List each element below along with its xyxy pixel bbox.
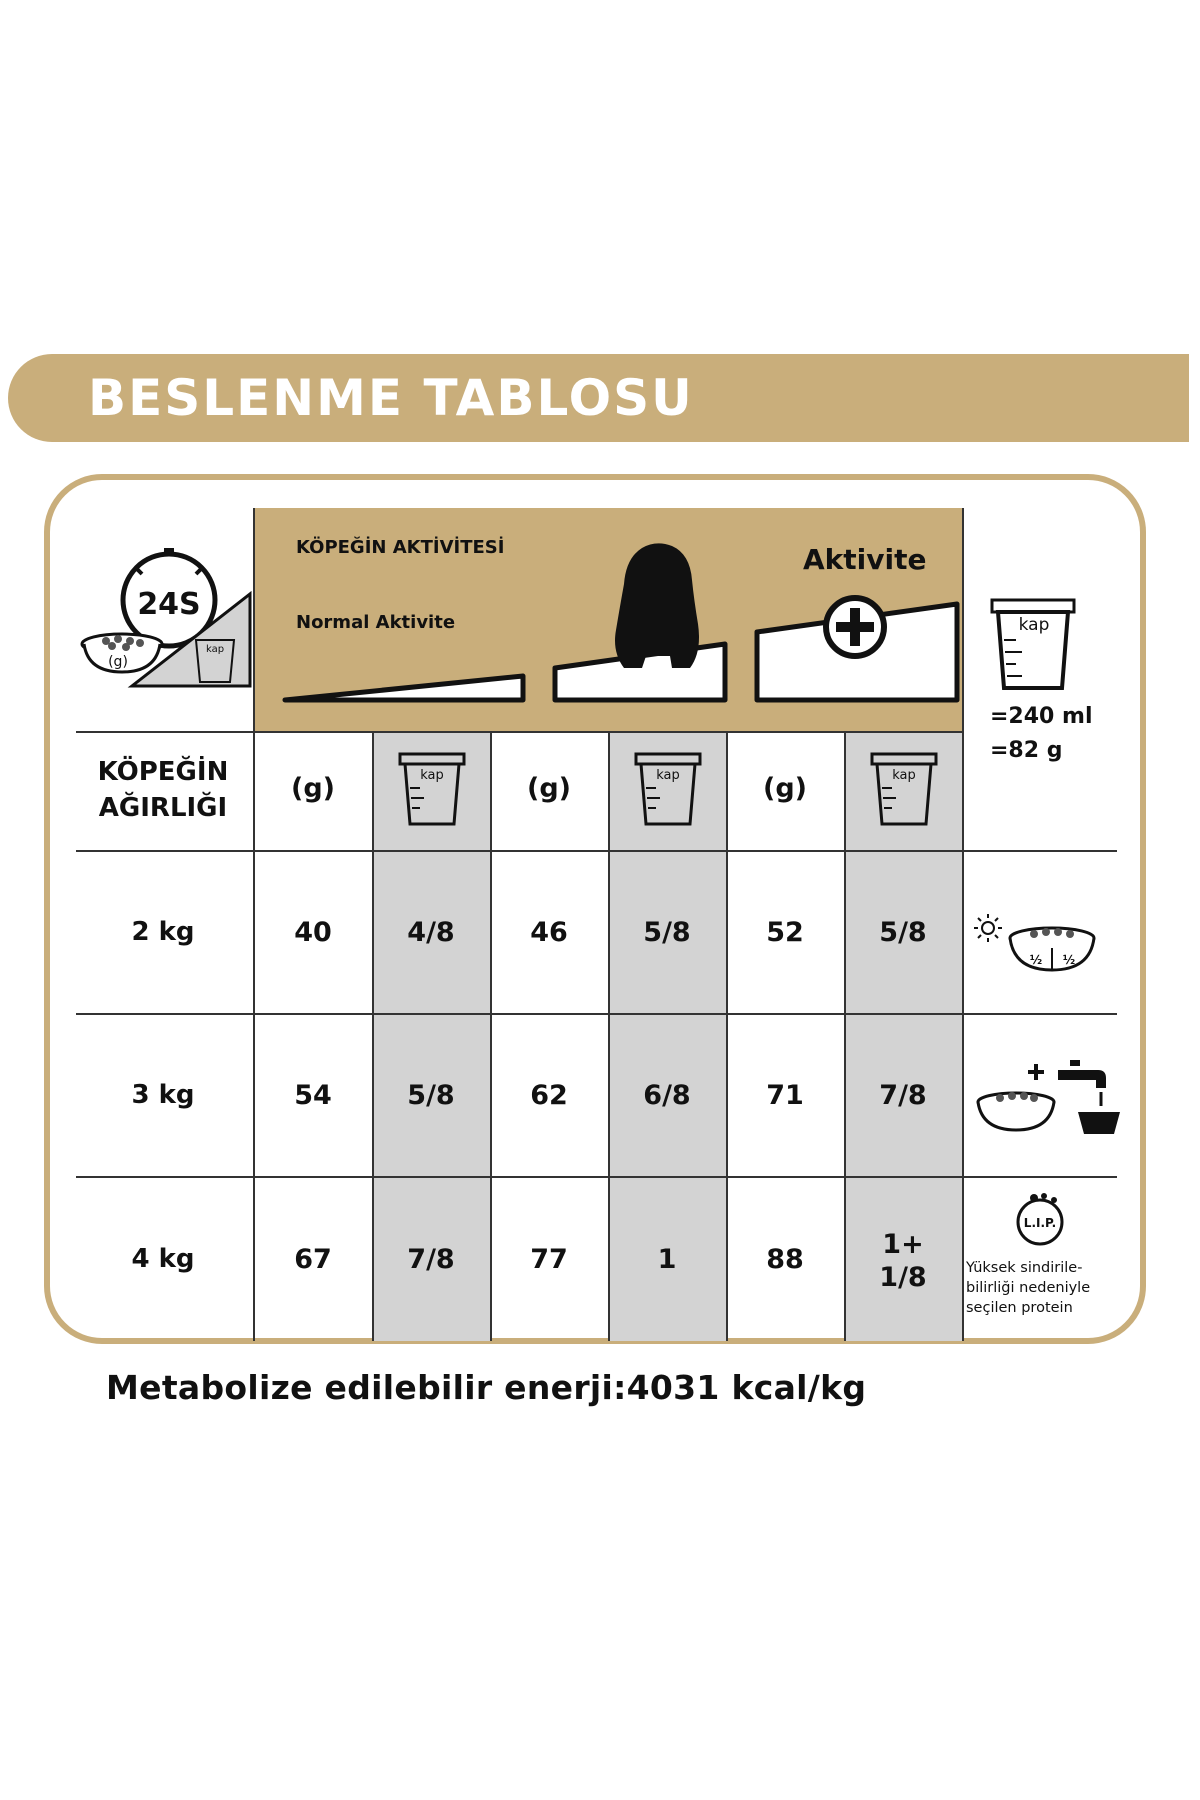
dog-silhouette-icon (606, 540, 702, 672)
col-header-grams-high: (g) (762, 773, 807, 804)
table-cell: 46 (530, 917, 568, 948)
table-cell: 62 (530, 1080, 568, 1111)
grid-line (76, 850, 1117, 852)
add-water-icon (974, 1056, 1124, 1140)
table-cell: 67 (294, 1244, 332, 1275)
lip-note (966, 1258, 1126, 1318)
weight-header-line-1: KÖPEĞİN (97, 757, 229, 787)
table-cell: 77 (530, 1244, 568, 1275)
lip-badge-label: L.I.P. (1023, 1216, 1057, 1230)
table-cell: 1 (657, 1244, 677, 1275)
lip-note-line: bilirliği nedeniyle (966, 1280, 1091, 1296)
table-cell: 54 (294, 1080, 332, 1111)
grid-line (76, 1176, 1117, 1178)
table-cell: 40 (294, 917, 332, 948)
daily-ration-icon (76, 544, 252, 694)
cup-header-icon (870, 752, 938, 828)
cup-label: kap (656, 768, 680, 783)
hours-label: 24S (137, 587, 201, 622)
table-cell: 1+ 1/8 (879, 1229, 927, 1293)
table-cell: 5/8 (407, 1080, 455, 1111)
half-label: ½ (1029, 953, 1043, 967)
cup-gram-value: =82 g (990, 738, 1063, 763)
lip-note-line: seçilen protein (966, 1300, 1073, 1316)
table-cell: 71 (766, 1080, 804, 1111)
table-cell: 4/8 (407, 917, 455, 948)
cup-header-icon (634, 752, 702, 828)
lip-note-line: Yüksek sindirile- (966, 1260, 1083, 1276)
plus-activity-icon (820, 592, 890, 662)
high-activity-label: Aktivite (803, 543, 927, 576)
table-cell: 52 (766, 917, 804, 948)
table-cell: 5/8 (643, 917, 691, 948)
normal-activity-label: Normal Aktivite (296, 612, 456, 633)
g-label: (g) (108, 654, 128, 670)
col-header-grams-medium: (g) (526, 773, 571, 804)
table-cell: 5/8 (879, 917, 927, 948)
cup-label: kap (1018, 615, 1050, 635)
cup-measure-icon (988, 596, 1078, 692)
energy-footer: Metabolize edilebilir enerji:4031 kcal/kg (106, 1368, 867, 1407)
half-label: ½ (1062, 953, 1076, 967)
row-weight: 2 kg (131, 917, 195, 947)
two-meals-icon (972, 912, 1122, 992)
row-weight: 4 kg (131, 1244, 195, 1274)
cup-label: kap (892, 768, 916, 783)
cup-header-icon (398, 752, 466, 828)
grid-line (76, 1013, 1117, 1015)
row-weight: 3 kg (131, 1080, 195, 1110)
cup-ml-value: =240 ml (990, 704, 1093, 729)
table-cell: 88 (766, 1244, 804, 1275)
cup-label: kap (205, 644, 225, 655)
weight-header-line-2: AĞIRLIĞI (98, 793, 228, 823)
page-title: BESLENME TABLOSU (88, 369, 694, 427)
cup-label: kap (420, 768, 444, 783)
title-banner (8, 354, 1189, 442)
col-header-grams-normal: (g) (290, 773, 335, 804)
activity-header: KÖPEĞİN AKTİVİTESİ (296, 537, 505, 558)
lip-protein-icon (1012, 1190, 1072, 1250)
table-cell: 6/8 (643, 1080, 691, 1111)
table-cell: 7/8 (879, 1080, 927, 1111)
table-cell: 7/8 (407, 1244, 455, 1275)
